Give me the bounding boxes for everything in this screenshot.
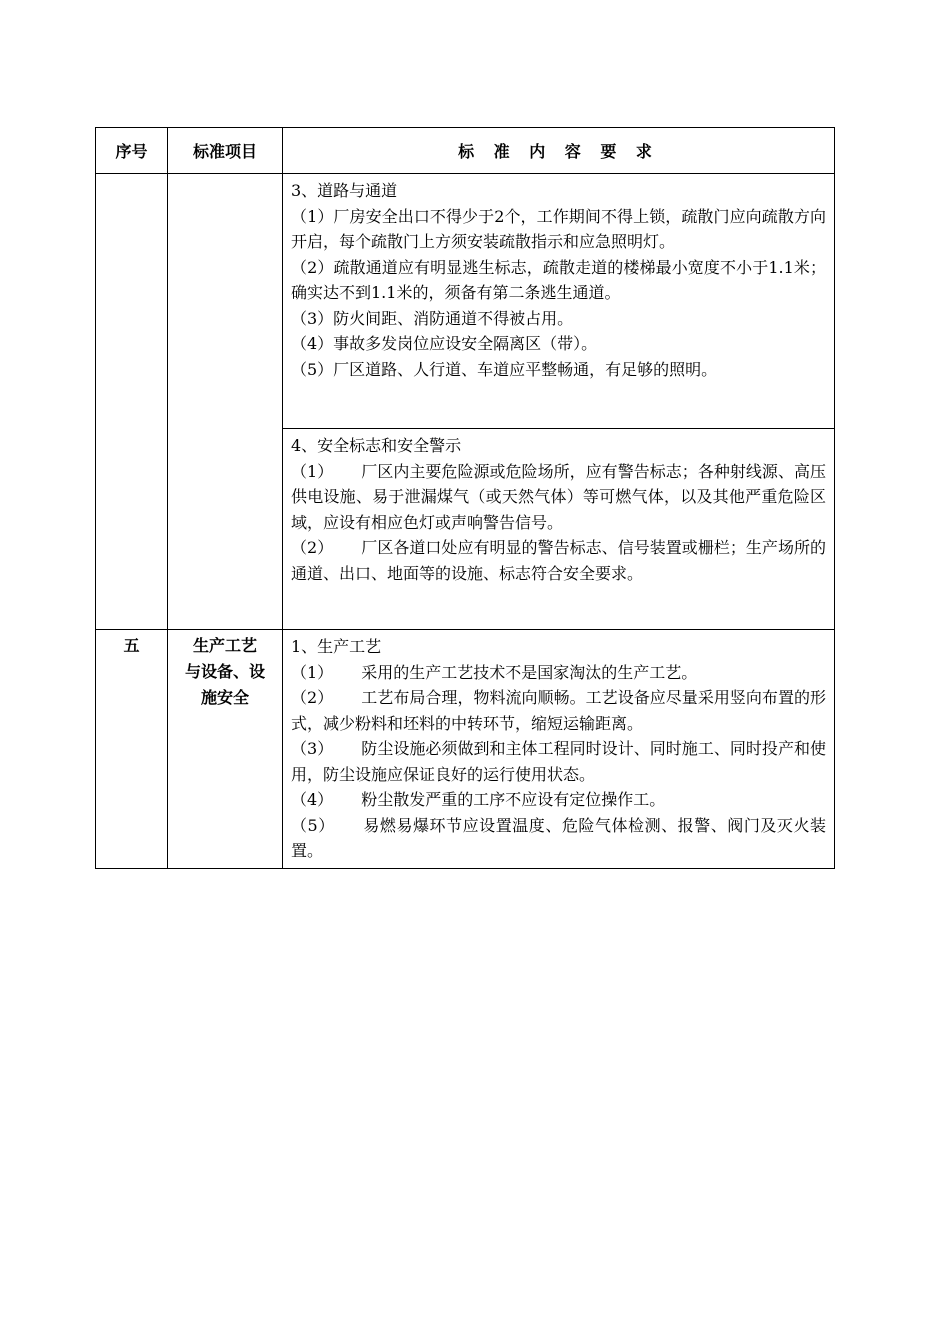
header-content: 标 准 内 容 要 求 — [283, 128, 835, 174]
item-text: 易燃易爆环节应设置温度、危险气体检测、报警、阀门及灭火装置。 — [291, 815, 826, 860]
header-num: 序号 — [96, 128, 168, 174]
item-cell-empty — [168, 174, 283, 630]
list-item: （2）疏散通道应有明显逃生标志，疏散走道的楼梯最小宽度不小于1.1米；确实达不到1.1米的，须备有第二条逃生通道。 — [291, 257, 826, 302]
item-text: 粉尘散发严重的工序不应设有定位操作工。 — [361, 790, 666, 809]
section-heading: 3、道路与通道 — [291, 181, 398, 200]
item-number: （5） — [291, 815, 335, 835]
item-number: （1） — [291, 461, 334, 481]
row-number: 五 — [96, 630, 168, 869]
header-item: 标准项目 — [168, 128, 283, 174]
item-title-line: 与设备、设 — [184, 662, 265, 681]
item-text: 防尘设施必须做到和主体工程同时设计、同时施工、同时投产和使用，防尘设施应保证良好的运行使用状态。 — [291, 739, 826, 784]
item-text: 工艺布局合理，物料流向顺畅。工艺设备应尽量采用竖向布置的形式，减少粉料和坯料的中转环节，缩短运输距离。 — [291, 688, 826, 733]
item-text: 厂区内主要危险源或危险场所，应有警告标志；各种射线源、高压供电设施、易于泄漏煤气（或天然气体）等可燃气体，以及其他严重危险区域，应设有相应色灯或声响警告信号。 — [291, 461, 826, 532]
list-item — [291, 459, 826, 536]
table-row-five — [96, 630, 835, 869]
item-number: （3） — [291, 739, 334, 758]
list-item: （3）防火间距、消防通道不得被占用。 — [291, 308, 574, 328]
section-heading: 1、生产工艺 — [291, 637, 382, 656]
item-text: 采用的生产工艺技术不是国家淘汰的生产工艺。 — [361, 662, 698, 682]
list-item — [291, 535, 826, 586]
table-row-roads — [96, 174, 835, 429]
section-heading: 4、安全标志和安全警示 — [291, 436, 462, 455]
num-cell-empty — [96, 174, 168, 630]
standards-table — [95, 127, 835, 869]
header-row — [96, 128, 835, 174]
list-item — [291, 813, 826, 864]
item-number: （4） — [291, 790, 334, 809]
list-item: （4）事故多发岗位应设安全隔离区（带）。 — [291, 334, 598, 353]
list-item: （1）厂房安全出口不得少于2个，工作期间不得上锁，疏散门应向疏散方向开启，每个疏散门上方须安装疏散指示和应急照明灯。 — [291, 206, 826, 251]
list-item — [291, 685, 826, 736]
list-item — [291, 736, 826, 787]
content-cell-roads — [283, 174, 835, 429]
item-number: （1） — [291, 662, 334, 682]
item-title-line: 生产工艺 — [192, 636, 257, 655]
content-cell-process — [283, 630, 835, 869]
item-number: （2） — [291, 688, 334, 707]
item-text: 厂区各道口处应有明显的警告标志、信号装置或栅栏；生产场所的通道、出口、地面等的设施、标志符合安全要求。 — [291, 538, 826, 583]
list-item: （5）厂区道路、人行道、车道应平整畅通，有足够的照明。 — [291, 359, 718, 379]
content-cell-signs — [283, 429, 835, 630]
list-item — [291, 787, 826, 813]
item-title-line: 施安全 — [200, 688, 249, 707]
list-item — [291, 660, 826, 686]
row-item-title — [168, 630, 283, 869]
item-number: （2） — [291, 538, 334, 557]
